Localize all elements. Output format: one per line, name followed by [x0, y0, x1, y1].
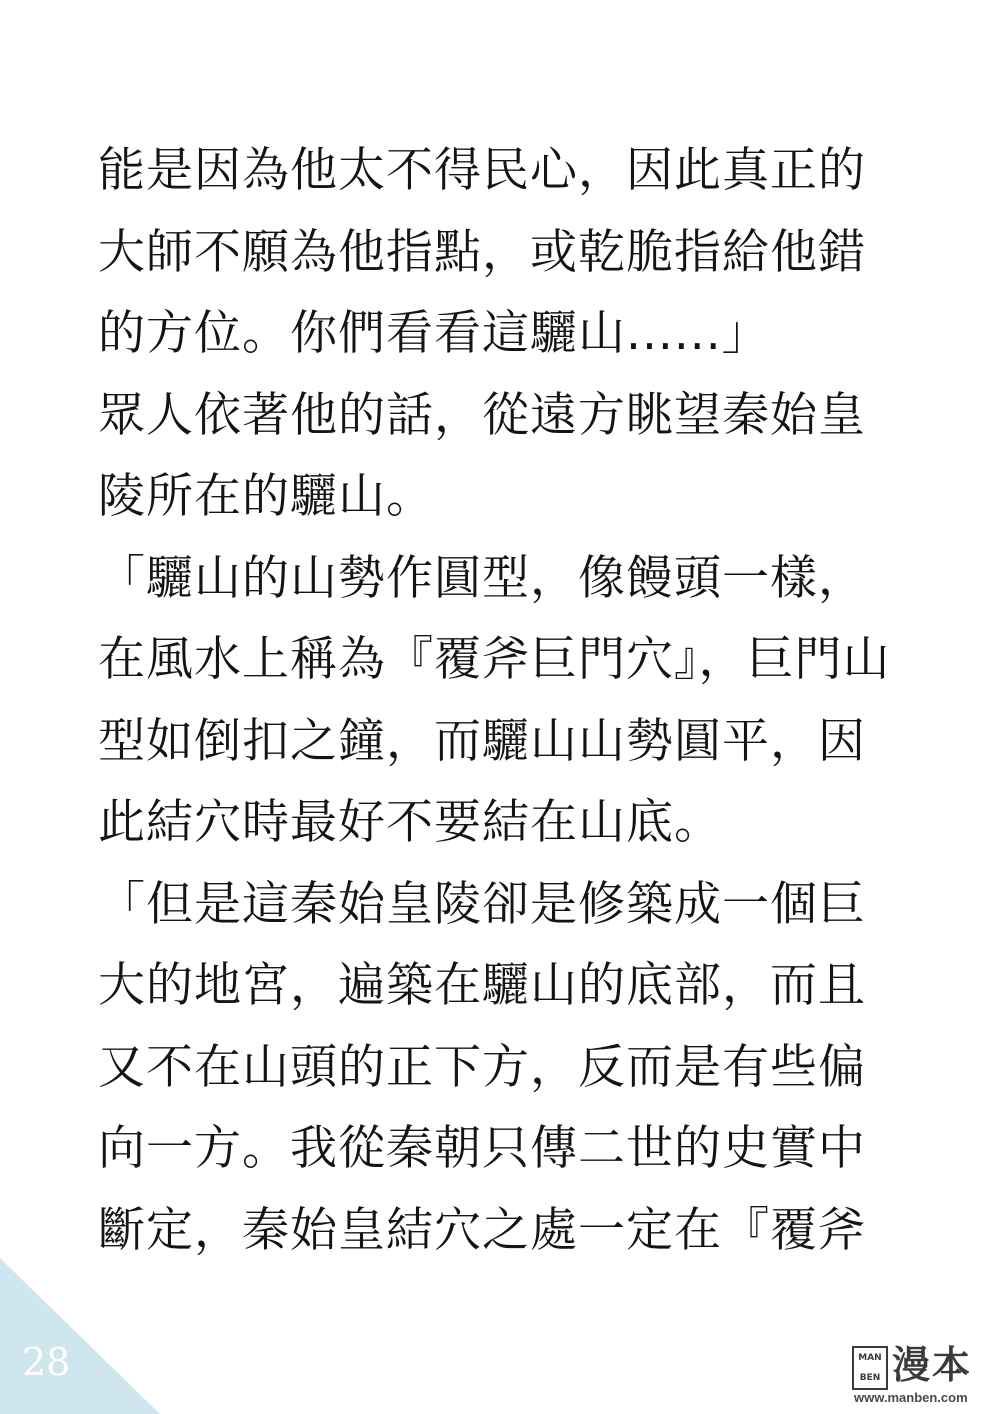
text-line: 大師不願為他指點，或乾脆指給他錯 — [98, 224, 866, 280]
text-line: 大的地宮，遍築在驪山的底部，而且 — [98, 958, 866, 1013]
text-line: 「驪山的山勢作圓型，像饅頭一樣， — [98, 550, 866, 606]
text-line: 型如倒扣之鐘，而驪山山勢圓平，因 — [98, 713, 866, 769]
watermark-logo-icon: MAN BEN — [852, 1346, 888, 1390]
text-line: 此結穴時最好不要結在山底。 — [98, 795, 722, 850]
watermark — [852, 1343, 992, 1406]
text-line: 陵所在的驪山。 — [98, 469, 434, 524]
text-line: 在風水上稱為『覆斧巨門穴』，巨門山 — [98, 632, 891, 687]
text-line: 「但是這秦始皇陵卻是修築成一個巨 — [98, 876, 866, 932]
page-corner-decoration — [0, 1258, 160, 1414]
text-line: 向一方。我從秦朝只傳二世的史實中 — [98, 1121, 866, 1176]
watermark-url: www.manben.com — [854, 1390, 968, 1405]
body-text — [98, 130, 898, 1271]
text-line: 能是因為他太不得民心，因此真正的 — [98, 143, 866, 198]
text-line: 的方位。你們看看這驪山......」 — [98, 306, 770, 361]
watermark-name: 漫本 — [892, 1343, 973, 1387]
text-line: 斷定，秦始皇結穴之處一定在『覆斧 — [98, 1202, 866, 1258]
text-line: 又不在山頭的正下方，反而是有些偏 — [98, 1039, 866, 1095]
text-line: 眾人依著他的話，從遠方眺望秦始皇 — [98, 387, 866, 443]
page-number: 28 — [22, 1340, 71, 1384]
